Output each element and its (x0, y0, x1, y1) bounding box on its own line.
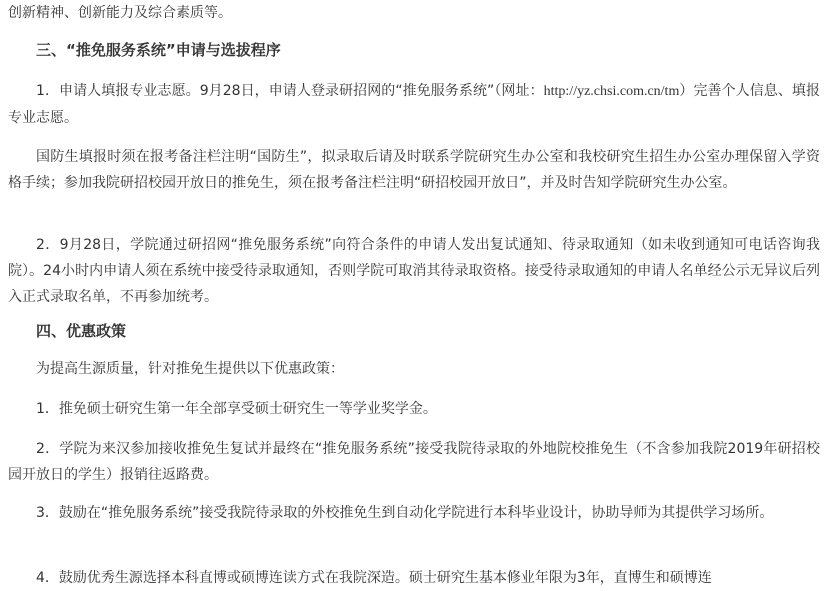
paragraph-policy-intro: 为提高生源质量，针对推免生提供以下优惠政策： (36, 361, 344, 377)
step-1-text-a: 1．申请人填报专业志愿。9月28日，申请人登录研招网的“推免服务系统”（网址： (36, 83, 544, 99)
section-heading-3: 三、“推免服务系统”申请与选拔程序 (36, 41, 281, 59)
paragraph-policy-1: 1．推免硕士研究生第一年全部享受硕士研究生一等学业奖学金。 (36, 401, 437, 417)
paragraph-step-1 (0, 78, 828, 131)
paragraph-policy-4: 4．鼓励优秀生源选择本科直博或硕博连读方式在我院深造。硕士研究生基本修业年限为3年，直博生和硕博连 (36, 570, 712, 586)
step-1-text-b: ）完善个人信息、填报专业志愿。 (8, 83, 821, 126)
paragraph-policy-3: 3．鼓励在“推免服务系统”接受我院待录取的外校推免生到自动化学院进行本科毕业设计，协助导师为其提供学习场所。 (36, 505, 774, 521)
paragraph-intro-tail: 创新精神、创新能力及综合素质等。 (8, 5, 232, 21)
paragraph-step-2: 2．9月28日，学院通过研招网“推免服务系统”向符合条件的申请人发出复试通知、待录取通知（如未收到通知可电话咨询我院）。24小时内申请人须在系统中接受待录取通知，否则学院可取消其待录取资格。接受待录取通知的申请人名单经公示无异议后列入正式录取名单，不再参加统考。 (8, 237, 820, 305)
system-url: http://yz.chsi.com.cn/tm (543, 84, 680, 99)
paragraph-defense-students: 国防生填报时须在报考备注栏注明“国防生”，拟录取后请及时联系学院研究生办公室和我校研究生招生办公室办理保留入学资格手续；参加我院研招校园开放日的推免生，须在报考备注栏注明“研招校园开放日”，并及时告知学院研究生办公室。 (8, 149, 820, 191)
section-heading-4: 四、优惠政策 (36, 322, 127, 340)
paragraph-policy-2: 2．学院为来汉参加接收推免生复试并最终在“推免服务系统”接受我院待录取的外地院校推免生（不含参加我院2019年研招校园开放日的学生）报销往返路费。 (8, 441, 820, 483)
